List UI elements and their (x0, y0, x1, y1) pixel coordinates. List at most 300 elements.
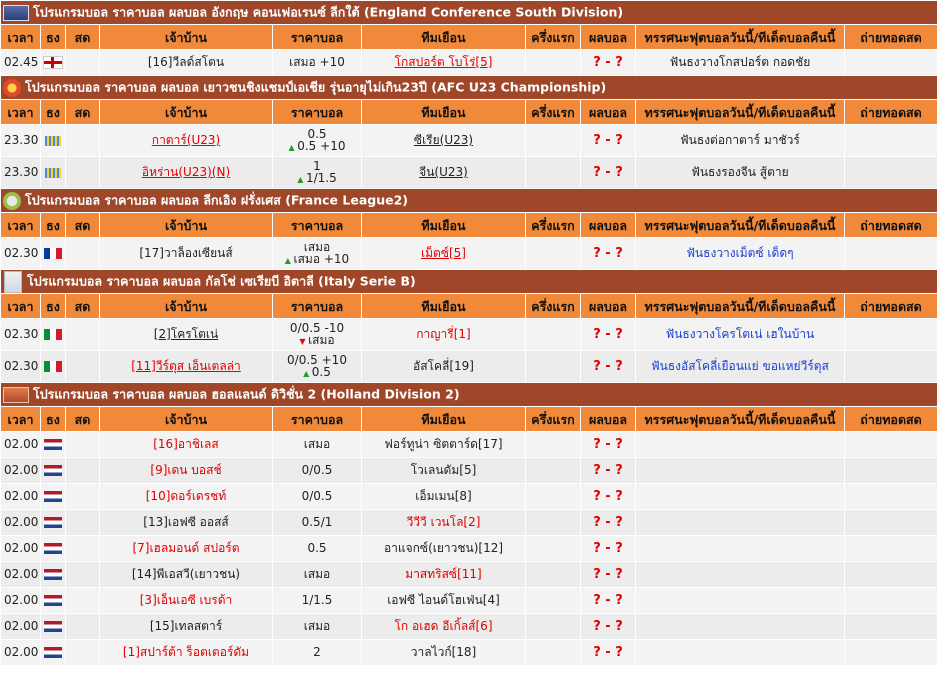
result-cell (581, 640, 636, 666)
result-score: ? - ? (593, 593, 623, 608)
tip-cell (636, 562, 845, 588)
header-odds (273, 213, 362, 238)
odds-line: 2 (313, 645, 321, 659)
arrow-up-icon: ▲ (284, 255, 294, 265)
flag-cell (41, 562, 66, 588)
match-time-cell (1, 351, 41, 383)
header-live-label: สด (74, 217, 91, 233)
england-league-logo (3, 5, 29, 21)
away-team-cell (362, 510, 526, 536)
live-cell (66, 640, 100, 666)
match-time: 02.00 (4, 541, 39, 555)
half-time-cell (526, 125, 581, 157)
match-time: 23.30 (4, 165, 39, 179)
away-team: เอฟซี ไอนด์โฮเฟ่น[4] (387, 593, 500, 607)
home-team[interactable]: อิหร่าน(U23)(N) (141, 165, 231, 179)
header-live-label: สด (74, 411, 91, 427)
header-home (100, 407, 273, 432)
away-team-cell (362, 157, 526, 189)
match-row (1, 458, 937, 484)
header-live-label: สด (74, 29, 91, 45)
header-live (66, 100, 100, 125)
match-row (1, 157, 937, 189)
header-home-label: เจ้าบ้าน (164, 298, 208, 314)
column-header-row (1, 407, 937, 432)
header-home-label: เจ้าบ้าน (164, 217, 208, 233)
result-score: ? - ? (593, 489, 623, 504)
section-title-cell (1, 1, 937, 25)
result-cell (581, 432, 636, 458)
odds-cell (273, 510, 362, 536)
result-score: ? - ? (593, 619, 623, 634)
away-team-cell (362, 484, 526, 510)
header-flag-label: ธง (46, 411, 60, 427)
flag-cell (41, 125, 66, 157)
header-odds-label: ราคาบอล (290, 29, 344, 45)
away-team-cell (362, 640, 526, 666)
flag-cell (41, 238, 66, 270)
header-tips-label: ทรรศนะฟุตบอลวันนี้/ทีเด็ดบอลคืนนี้ (644, 29, 836, 45)
header-tips (636, 294, 845, 319)
result-score: ? - ? (593, 645, 623, 660)
tip-link[interactable]: ฟันธงวางเม็ตซ์ เด็ดๆ (686, 246, 794, 260)
away-team-cell (362, 319, 526, 351)
header-flag-label: ธง (46, 104, 60, 120)
header-flag (41, 100, 66, 125)
away-team: วาลไวก์[18] (410, 645, 477, 659)
half-time-cell (526, 640, 581, 666)
result-cell (581, 238, 636, 270)
odds-line: 1 (313, 158, 321, 173)
tip-cell (636, 614, 845, 640)
result-score: ? - ? (593, 359, 623, 374)
odds-line-2 (273, 140, 361, 154)
header-away (362, 213, 526, 238)
half-time-cell (526, 614, 581, 640)
header-half-time-label: ครึ่งแรก (531, 29, 575, 45)
header-odds-label: ราคาบอล (290, 411, 344, 427)
live-tv-cell (845, 157, 937, 189)
header-live (66, 407, 100, 432)
home-team-cell (100, 50, 273, 76)
tip-cell (636, 125, 845, 157)
header-away-label: ทีมเยือน (421, 298, 466, 314)
match-time: 02.45 (4, 55, 39, 69)
afc-logo (3, 79, 21, 97)
result-cell (581, 588, 636, 614)
live-tv-cell (845, 614, 937, 640)
afc-flag (45, 136, 61, 146)
live-cell (66, 432, 100, 458)
half-time-cell (526, 536, 581, 562)
live-cell (66, 50, 100, 76)
away-team-cell (362, 614, 526, 640)
away-team: อัสโคลี่[19] (413, 359, 474, 373)
odds-cell (273, 50, 362, 76)
away-team: มาสทริสซ์[11] (405, 567, 482, 581)
section-header (1, 270, 937, 294)
match-time: 02.30 (4, 359, 39, 373)
result-cell (581, 157, 636, 189)
header-flag-label: ธง (46, 29, 60, 45)
header-half-time (526, 25, 581, 50)
arrow-up-icon: ▲ (303, 368, 312, 378)
tip-link[interactable]: ฟันธงต่อกาตาร์ มาชัวร์ (680, 133, 800, 147)
away-team-cell (362, 536, 526, 562)
home-team: [9]เดน บอสช์ (150, 463, 222, 477)
odds-cell (273, 536, 362, 562)
away-team: วีวีวี เวนโล[2] (406, 515, 481, 529)
match-time-cell (1, 125, 41, 157)
header-away (362, 294, 526, 319)
flag-cell (41, 510, 66, 536)
home-team[interactable]: [11]วีร์ตุส เอ็นเตลล่า (131, 359, 241, 373)
match-time: 02.00 (4, 645, 39, 659)
netherlands-flag (44, 569, 62, 580)
column-header-row (1, 25, 937, 50)
odds-line-2 (273, 172, 361, 186)
odds-line: 0/0.5 (301, 489, 333, 503)
match-time-cell (1, 614, 41, 640)
away-team: อาแจกซ์(เยาวชน)[12] (383, 541, 504, 555)
header-result (581, 25, 636, 50)
tip-cell (636, 351, 845, 383)
netherlands-flag (44, 439, 62, 450)
flag-cell (41, 157, 66, 189)
header-flag (41, 213, 66, 238)
match-time: 02.00 (4, 515, 39, 529)
tip-cell (636, 319, 845, 351)
tip-link[interactable]: ฟันธงอัสโคลี่เยือนแย่ ขอแหย่วีร์ตุส (651, 359, 829, 373)
header-time-label: เวลา (7, 298, 34, 314)
italy-flag (44, 329, 62, 340)
live-cell (66, 319, 100, 351)
header-live-tv-label: ถ่ายทอดสด (860, 217, 922, 233)
odds-line-2 (273, 253, 361, 267)
half-time-cell (526, 351, 581, 383)
home-team-cell (100, 588, 273, 614)
home-team-cell (100, 562, 273, 588)
half-time-cell (526, 432, 581, 458)
result-cell (581, 484, 636, 510)
match-row (1, 510, 937, 536)
netherlands-flag (44, 647, 62, 658)
odds-line: 0/0.5 (301, 463, 333, 477)
half-time-cell (526, 562, 581, 588)
netherlands-flag (44, 491, 62, 502)
odds-line: 0.5 (307, 541, 327, 555)
header-odds-label: ราคาบอล (290, 298, 344, 314)
match-time: 02.00 (4, 567, 39, 581)
home-team: [13]เอฟซี ออสส์ (143, 515, 229, 529)
odds-line: 0/0.5 +10 (287, 352, 347, 367)
away-team-cell (362, 50, 526, 76)
header-time-label: เวลา (7, 217, 34, 233)
odds-cell (273, 484, 362, 510)
flag-cell (41, 614, 66, 640)
home-team: [10]ดอร์เดรชท์ (145, 489, 227, 503)
half-time-cell (526, 50, 581, 76)
home-team[interactable]: [2]โครโตเน่ (153, 327, 219, 341)
match-row (1, 562, 937, 588)
home-team-cell (100, 640, 273, 666)
half-time-cell (526, 319, 581, 351)
away-team: เอ็มเมน[8] (415, 489, 472, 503)
match-time-cell (1, 157, 41, 189)
header-time (1, 100, 41, 125)
live-cell (66, 562, 100, 588)
result-cell (581, 458, 636, 484)
home-team: [15]เทลสตาร์ (149, 619, 223, 633)
netherlands-flag (44, 543, 62, 554)
header-away-label: ทีมเยือน (421, 411, 466, 427)
odds-cell (273, 458, 362, 484)
away-team-cell (362, 351, 526, 383)
live-cell (66, 536, 100, 562)
header-live-tv (845, 213, 937, 238)
tip-link[interactable]: ฟันธงวางโครโตเน่ เฮในบ้าน (665, 327, 815, 341)
match-row (1, 238, 937, 270)
half-time-cell (526, 458, 581, 484)
match-time: 02.00 (4, 593, 39, 607)
away-team[interactable]: จีน(U23) (419, 165, 468, 179)
header-away-label: ทีมเยือน (421, 104, 466, 120)
france-flag (44, 248, 62, 259)
away-team-cell (362, 562, 526, 588)
flag-cell (41, 484, 66, 510)
header-time-label: เวลา (7, 104, 34, 120)
odds-cell (273, 125, 362, 157)
home-team-cell (100, 125, 273, 157)
live-tv-cell (845, 238, 937, 270)
away-team[interactable]: โกสปอร์ต โบโร่[5] (394, 55, 493, 69)
flag-cell (41, 319, 66, 351)
live-cell (66, 125, 100, 157)
header-home (100, 100, 273, 125)
home-team-cell (100, 432, 273, 458)
match-row (1, 432, 937, 458)
tip-cell (636, 640, 845, 666)
match-time-cell (1, 536, 41, 562)
header-live-tv (845, 407, 937, 432)
match-time-cell (1, 458, 41, 484)
odds-cell (273, 432, 362, 458)
header-tips-label: ทรรศนะฟุตบอลวันนี้/ทีเด็ดบอลคืนนี้ (644, 104, 836, 120)
header-result (581, 100, 636, 125)
header-away (362, 407, 526, 432)
match-time-cell (1, 588, 41, 614)
match-row (1, 50, 937, 76)
header-half-time (526, 294, 581, 319)
header-away (362, 25, 526, 50)
header-odds (273, 294, 362, 319)
header-live-tv-label: ถ่ายทอดสด (860, 298, 922, 314)
live-tv-cell (845, 640, 937, 666)
header-time (1, 407, 41, 432)
match-row (1, 125, 937, 157)
header-odds-label: ราคาบอล (290, 217, 344, 233)
header-time (1, 213, 41, 238)
away-team-cell (362, 432, 526, 458)
home-team-cell (100, 484, 273, 510)
live-tv-cell (845, 50, 937, 76)
odds-line: เสมอ (303, 619, 331, 633)
odds-handicap: 0.5 +10 (297, 138, 346, 153)
away-team-cell (362, 458, 526, 484)
italy-flag (44, 361, 62, 372)
header-live (66, 294, 100, 319)
away-team-cell (362, 238, 526, 270)
header-result-label: ผลบอล (588, 298, 628, 314)
column-header-row (1, 213, 937, 238)
arrow-up-icon: ▲ (297, 174, 306, 184)
home-team-cell (100, 319, 273, 351)
odds-cell (273, 614, 362, 640)
half-time-cell (526, 157, 581, 189)
odds-cell (273, 588, 362, 614)
header-tips-label: ทรรศนะฟุตบอลวันนี้/ทีเด็ดบอลคืนนี้ (644, 217, 836, 233)
header-tips (636, 100, 845, 125)
tip-cell (636, 458, 845, 484)
header-live-tv-label: ถ่ายทอดสด (860, 29, 922, 45)
netherlands-flag (44, 595, 62, 606)
afc-flag (45, 168, 61, 178)
header-away-label: ทีมเยือน (421, 29, 466, 45)
live-tv-cell (845, 510, 937, 536)
odds-line: 0.5/1 (301, 515, 333, 529)
match-time: 02.00 (4, 619, 39, 633)
home-team-cell (100, 351, 273, 383)
match-time-cell (1, 319, 41, 351)
result-cell (581, 562, 636, 588)
home-team: [16]วีลด์สโตน (147, 55, 225, 69)
header-half-time-label: ครึ่งแรก (531, 411, 575, 427)
odds-line: เสมอ (303, 239, 331, 254)
live-tv-cell (845, 458, 937, 484)
result-score: ? - ? (593, 463, 623, 478)
odds-handicap: 0.5 (311, 364, 331, 379)
netherlands-flag (44, 465, 62, 476)
header-flag (41, 25, 66, 50)
result-score: ? - ? (593, 437, 623, 452)
odds-handicap: เสมอ +10 (293, 251, 350, 266)
match-time-cell (1, 238, 41, 270)
live-tv-cell (845, 351, 937, 383)
away-team[interactable]: ซีเรีย(U23) (413, 133, 474, 147)
match-row (1, 484, 937, 510)
match-time-cell (1, 640, 41, 666)
away-team: โวเลนดัม[5] (410, 463, 477, 477)
odds-cell (273, 238, 362, 270)
live-tv-cell (845, 125, 937, 157)
live-cell (66, 351, 100, 383)
odds-line-2 (273, 366, 361, 380)
tip-cell (636, 432, 845, 458)
header-live-tv (845, 100, 937, 125)
match-row (1, 588, 937, 614)
flag-cell (41, 50, 66, 76)
away-team[interactable]: เม็ตซ์[5] (421, 246, 466, 260)
home-team-cell (100, 458, 273, 484)
header-away (362, 100, 526, 125)
live-cell (66, 458, 100, 484)
section-title-cell (1, 189, 937, 213)
match-row (1, 319, 937, 351)
odds-line: เสมอ (303, 567, 331, 581)
home-team: [7]เฮลมอนด์ สปอร์ต (132, 541, 240, 555)
match-row (1, 351, 937, 383)
header-half-time-label: ครึ่งแรก (531, 298, 575, 314)
header-odds (273, 25, 362, 50)
arrow-up-icon: ▲ (288, 142, 298, 152)
result-score: ? - ? (593, 55, 623, 70)
match-time: 02.00 (4, 437, 39, 451)
holland-league-logo (3, 387, 29, 403)
flag-cell (41, 432, 66, 458)
tip-cell (636, 588, 845, 614)
home-team: [17]วาล็องเซียนส์ (139, 246, 233, 260)
away-team: โก อเฮด อีเกิ้ลส์[6] (394, 619, 493, 633)
header-home-label: เจ้าบ้าน (164, 104, 208, 120)
section-header (1, 383, 937, 407)
header-result (581, 407, 636, 432)
home-team: [3]เอ็นเอซี เบรด้า (139, 593, 233, 607)
match-time: 02.00 (4, 489, 39, 503)
result-score: ? - ? (593, 165, 623, 180)
header-odds-label: ราคาบอล (290, 104, 344, 120)
flag-cell (41, 640, 66, 666)
odds-line: 0.5 (307, 126, 327, 141)
tip-link[interactable]: ฟันธงวางโกสปอร์ต กอดชัย (669, 55, 811, 69)
header-half-time-label: ครึ่งแรก (531, 217, 575, 233)
section-header (1, 1, 937, 25)
flag-cell (41, 588, 66, 614)
match-time-cell (1, 562, 41, 588)
home-team-cell (100, 238, 273, 270)
header-time (1, 294, 41, 319)
arrow-down-icon: ▼ (299, 336, 309, 346)
result-cell (581, 351, 636, 383)
live-cell (66, 588, 100, 614)
column-header-row (1, 294, 937, 319)
header-half-time (526, 100, 581, 125)
home-team: [14]พีเอสวี(เยาวชน) (131, 567, 241, 581)
header-result (581, 213, 636, 238)
header-live-label: สด (74, 298, 91, 314)
live-tv-cell (845, 484, 937, 510)
result-cell (581, 614, 636, 640)
header-tips-label: ทรรศนะฟุตบอลวันนี้/ทีเด็ดบอลคืนนี้ (644, 298, 836, 314)
odds-cell (273, 562, 362, 588)
column-header-row (1, 100, 937, 125)
header-time-label: เวลา (7, 411, 34, 427)
odds-line: 0/0.5 -10 (289, 320, 345, 335)
odds-cell (273, 157, 362, 189)
result-cell (581, 125, 636, 157)
section-header (1, 76, 937, 100)
header-tips-label: ทรรศนะฟุตบอลวันนี้/ทีเด็ดบอลคืนนี้ (644, 411, 836, 427)
tip-link[interactable]: ฟันธงรองจีน สู้ตาย (691, 165, 789, 179)
header-tips (636, 407, 845, 432)
tip-cell (636, 484, 845, 510)
section-title: โปรแกรมบอล ราคาบอล ผลบอล ลีกเอิง ฝรั่งเศส (France League2) (25, 192, 408, 207)
home-team[interactable]: กาตาร์(U23) (151, 133, 221, 147)
section-title-cell (1, 383, 937, 407)
home-team-cell (100, 614, 273, 640)
match-time-cell (1, 432, 41, 458)
result-score: ? - ? (593, 133, 623, 148)
header-home (100, 25, 273, 50)
